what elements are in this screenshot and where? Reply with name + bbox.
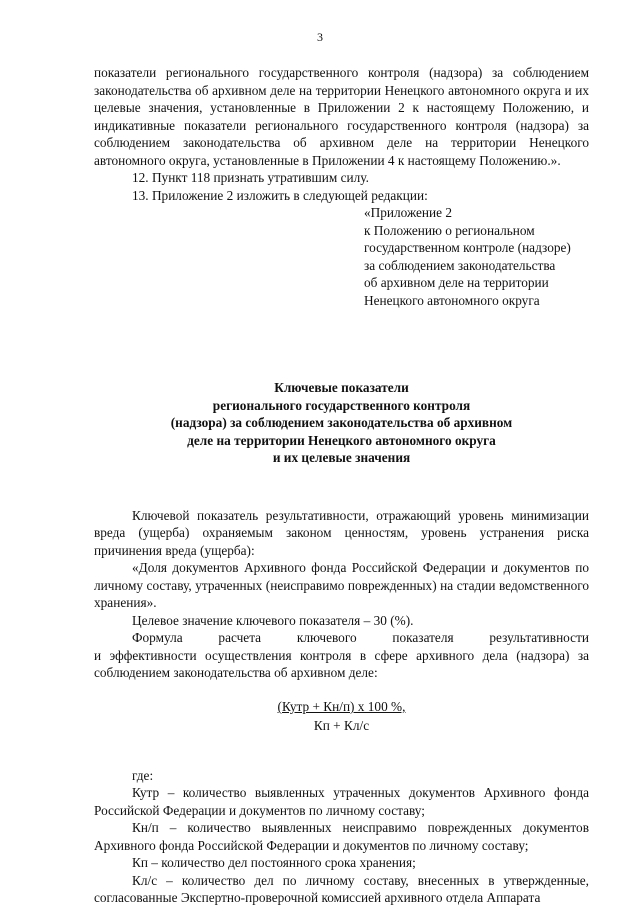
definition-kp: Кп – количество дел постоянного срока хранения; <box>132 855 416 871</box>
formula-denominator: Кп + Кл/с <box>313 718 370 734</box>
appendix-line: об архивном деле на территории <box>364 275 549 290</box>
definition-kutr: Кутр – количество выявленных утраченных документов Архивного фонда Российской Федерации и документов по личному составу; <box>94 785 589 818</box>
indicator-paragraph: Ключевой показатель результативности, отражающий уровень минимизации вреда (ущерба) охраняемым законом ценностям, уровень устранения риска причинения вреда (ущерба): <box>94 507 589 558</box>
indicator-quote: «Доля документов Архивного фонда Российской Федерации и документов по личному составу, утраченных (неисправимо поврежденных) на стадии ведомственного хранения». <box>94 560 589 611</box>
definition-knp: Кн/п – количество выявленных неисправимо поврежденных документов Архивного фонда Российской Федерации и документов по личному составу; <box>94 820 589 853</box>
appendix-line: за соблюдением законодательства <box>364 257 556 273</box>
appendix-block <box>364 204 589 309</box>
appendix-line: Ненецкого автономного округа <box>364 292 540 308</box>
page-number: 3 <box>317 30 323 44</box>
formula-numerator: (Кутр + Кн/п) х 100 %, <box>277 698 406 714</box>
document-body <box>94 64 589 907</box>
heading-line: регионального государственного контроля <box>212 397 471 413</box>
where-label: где: <box>132 767 154 783</box>
item-12: 12. Пункт 118 признать утратившим силу. <box>132 170 369 185</box>
item-13: 13. Приложение 2 изложить в следующей редакции: <box>132 187 428 203</box>
section-heading <box>94 379 589 467</box>
appendix-line: государственном контроле (надзоре) <box>364 240 571 255</box>
formula-intro-first: Формула расчета ключевого показателя результативности <box>132 630 589 646</box>
appendix-line: к Положению о региональном <box>364 222 535 238</box>
heading-line: Ключевые показатели <box>274 380 409 395</box>
definition-kls: Кл/с – количество дел по личному составу, внесенных в утвержденные, согласованные Экспертно-проверочной комиссией архивного отдела Аппарата <box>94 872 589 906</box>
intro-paragraph: показатели регионального государственного контроля (надзора) за соблюдением законодательства об архивном деле на территории Ненецкого автономного округа и их целевые значения, установленные в Приложении 2 к настоящему Положению, и индикативные показатели регионального государственного контроля (надзора) за соблюдением законодательства об архивном деле на территории Ненецкого автономного округа, установленные в Приложении 4 к настоящему Положению.». <box>94 65 589 168</box>
heading-line: деле на территории Ненецкого автономного округа <box>187 432 496 448</box>
heading-line: и их целевые значения <box>272 450 411 466</box>
target-value: Целевое значение ключевого показателя – 30 (%). <box>132 612 414 628</box>
appendix-line: «Приложение 2 <box>364 205 452 220</box>
formula <box>94 698 589 735</box>
heading-line: (надзора) за соблюдением законодательства об архивном <box>170 415 513 431</box>
formula-intro-rest: и эффективности осуществления контроля в сфере архивного дела (надзора) за соблюдением законодательства об архивном деле: <box>94 647 589 681</box>
